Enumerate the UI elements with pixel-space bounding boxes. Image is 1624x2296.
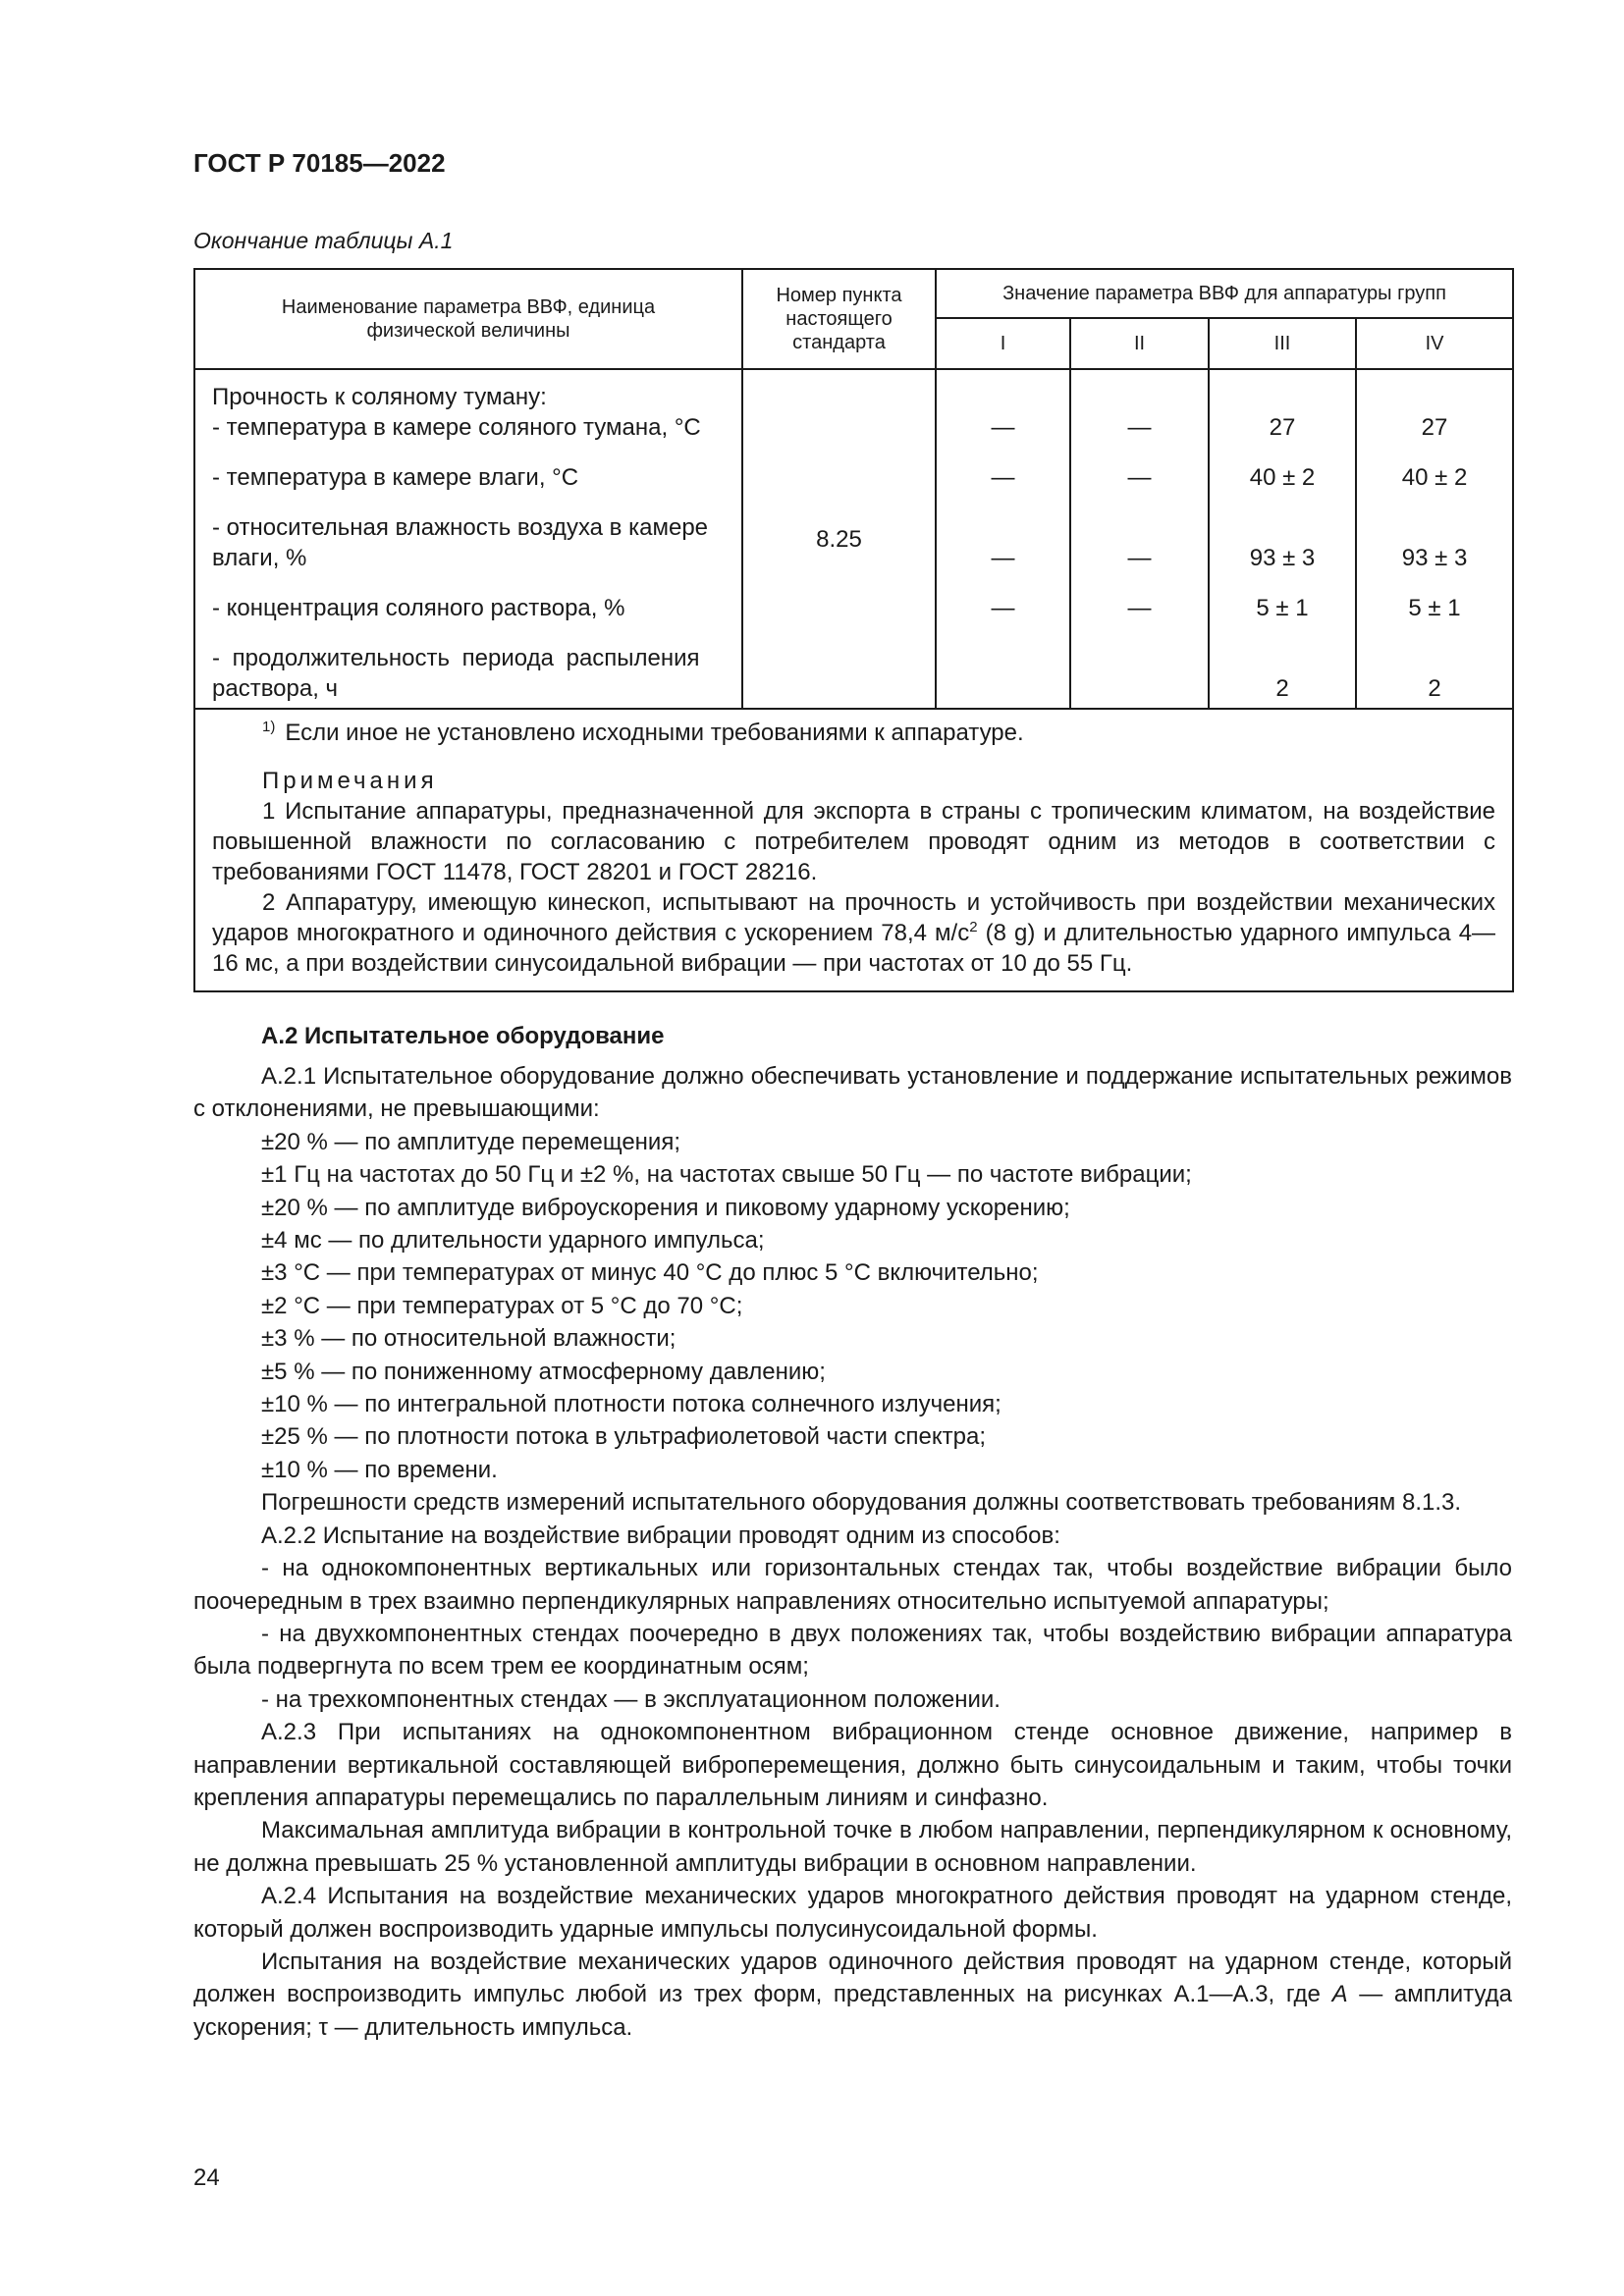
value-cell: — [1127, 595, 1152, 621]
group-header: I [936, 318, 1070, 369]
value-cell: 2 [1275, 675, 1289, 702]
notes-cell [194, 709, 1513, 991]
group-header: IV [1356, 318, 1513, 369]
value-cell: 27 [1269, 414, 1296, 441]
note-2: 2 Аппаратуру, имеющую кинескоп, испытывают на прочность и устойчивость при воздействии механических ударов многократного и одиночного действия с ускорением 78,4 $м/с^2$ (8 g) и длительностью ударного импульса 4—16 мс, а при воздействии синусоидальной вибрации — при частотах от 10 до 55 Гц. [212, 889, 1496, 977]
tolerance-item: ±2 °С — при температурах от 5 °С до 70 °С; [261, 1292, 743, 1319]
value-cell: — [991, 545, 1015, 571]
value-cell: — [1127, 464, 1152, 491]
paragraph-a22-method: - на двухкомпонентных стендах поочередно в двух положениях так, чтобы воздействию вибрации аппаратура была подвергнута по всем трем ее координатным осям; [193, 1620, 1512, 1681]
col-header-values: Значение параметра ВВФ для аппаратуры групп [936, 269, 1513, 318]
footnote-text: Если иное не установлено исходными требованиями к аппаратуре. [285, 720, 1024, 746]
value-cell: 93 ± 3 [1401, 545, 1468, 571]
value-cell: 40 ± 2 [1249, 464, 1316, 491]
table-caption: Окончание таблицы А.1 [193, 228, 454, 253]
tolerance-item: ±4 мс — по длительности ударного импульса; [261, 1227, 765, 1255]
paragraph-a22-method: - на однокомпонентных вертикальных или горизонтальных стендах так, чтобы воздействие вибрации было поочередным в трех взаимно перпендикулярных направлениях относительно испытуемой аппаратуры; [193, 1555, 1512, 1615]
superscript: 2 [969, 919, 978, 935]
paragraph-a21: А.2.1 Испытательное оборудование должно обеспечивать установление и поддержание испытательных режимов с отклонениями, не превышающими: [193, 1063, 1512, 1123]
table-row [194, 369, 1513, 709]
footnote-mark: 1) [262, 719, 276, 735]
value-cell: 2 [1428, 675, 1441, 702]
param-line: - температура в камере влаги, °С [212, 464, 579, 491]
clause-cell: 8.25 [742, 369, 936, 709]
value-cell: 27 [1421, 414, 1448, 441]
param-line: - концентрация соляного раствора, % [212, 595, 625, 621]
paragraph-a22-method: - на трехкомпонентных стендах — в эксплуатационном положении. [261, 1685, 1001, 1713]
value-column-IV [1356, 369, 1513, 709]
tolerance-item: ±25 % — по плотности потока в ультрафиолетовой части спектра; [261, 1423, 986, 1451]
tolerance-item: ±1 Гц на частотах до 50 Гц и ±2 %, на частотах свыше 50 Гц — по частоте вибрации; [261, 1161, 1192, 1189]
group-header: II [1070, 318, 1209, 369]
tolerance-item: ±20 % — по амплитуде виброускорения и пиковому ударному ускорению; [261, 1194, 1070, 1221]
value-cell: 40 ± 2 [1401, 464, 1468, 491]
param-line: влаги, % [212, 545, 307, 571]
value-column-I [936, 369, 1070, 709]
value-cell: — [991, 464, 1015, 491]
document-header: ГОСТ Р 70185—2022 [193, 148, 446, 178]
param-line: - относительная влажность воздуха в камере [212, 514, 709, 541]
parameters-table [193, 268, 1514, 992]
tolerance-item: ±10 % — по интегральной плотности потока солнечного излучения; [261, 1391, 1001, 1418]
tolerance-item: ±3 % — по относительной влажности; [261, 1325, 677, 1353]
value-cell: — [991, 414, 1015, 441]
value-column-III [1209, 369, 1356, 709]
tolerance-item: ±3 °С — при температурах от минус 40 °С до плюс 5 °С включительно; [261, 1259, 1039, 1287]
param-line: - температура в камере соляного тумана, °С [212, 414, 701, 441]
value-cell: — [991, 595, 1015, 621]
section-title: А.2 Испытательное оборудование [261, 1023, 665, 1049]
value-cell: 5 ± 1 [1256, 595, 1309, 621]
parameter-cell [194, 369, 742, 709]
tolerance-item: ±20 % — по амплитуде перемещения; [261, 1128, 680, 1155]
paragraph-single-shock: Испытания на воздействие механических ударов одиночного действия проводят на ударном стенде, который должен воспроизводить импульс любой из трех форм, представленных на рисунках А.1—А.3, где А — амплитуда ускорения; τ — длительность импульса. [193, 1948, 1512, 2041]
col-header-clause: Номер пункта настоящего стандарта [742, 269, 936, 369]
value-column-II [1070, 369, 1209, 709]
group-header: III [1209, 318, 1356, 369]
col-header-parameter: Наименование параметра ВВФ, единица физической величины [194, 269, 742, 369]
paragraph-errors: Погрешности средств измерений испытательного оборудования должны соответствовать требованиям 8.1.3. [261, 1489, 1462, 1517]
param-line: Прочность к соляному туману: [212, 384, 547, 410]
notes-title: Примечания [262, 768, 438, 794]
notes-row [194, 709, 1513, 991]
value-cell: — [1127, 414, 1152, 441]
param-line: раствора, ч [212, 675, 339, 702]
paragraph-a24: А.2.4 Испытания на воздействие механических ударов многократного действия проводят на ударном стенде, который должен воспроизводить ударные импульсы полусинусоидальной формы. [193, 1883, 1512, 1943]
paragraph-a23: А.2.3 При испытаниях на однокомпонентном вибрационном стенде основное движение, например в направлении вертикальной составляющей виброперемещения, должно быть синусоидальным и таким, чтобы точки крепления аппаратуры перемещались по параллельным линиям и синфазно. [193, 1719, 1512, 1811]
section-body [193, 1020, 1512, 2044]
value-cell: 93 ± 3 [1249, 545, 1316, 571]
paragraph-max-amplitude: Максимальная амплитуда вибрации в контрольной точке в любом направлении, перпендикулярном к основному, не должна превышать 25 % установленной амплитуды вибрации в основном направлении. [193, 1817, 1512, 1877]
value-cell: — [1127, 545, 1152, 571]
page-number: 24 [193, 2164, 220, 2191]
paragraph-a22: А.2.2 Испытание на воздействие вибрации проводят одним из способов: [261, 1522, 1060, 1549]
value-cell: 5 ± 1 [1408, 595, 1461, 621]
tolerance-item: ±10 % — по времени. [261, 1456, 498, 1483]
tolerance-item: ±5 % — по пониженному атмосферному давлению; [261, 1358, 826, 1385]
param-line: - продолжительность периода распыления [212, 645, 700, 671]
footnote [212, 718, 1495, 748]
note-1: 1 Испытание аппаратуры, предназначенной для экспорта в страны с тропическим климатом, на воздействие повышенной влажности по согласованию с потребителем проводят одним из методов в соответствии с требованиями ГОСТ 11478, ГОСТ 28201 и ГОСТ 28216. [212, 798, 1496, 885]
